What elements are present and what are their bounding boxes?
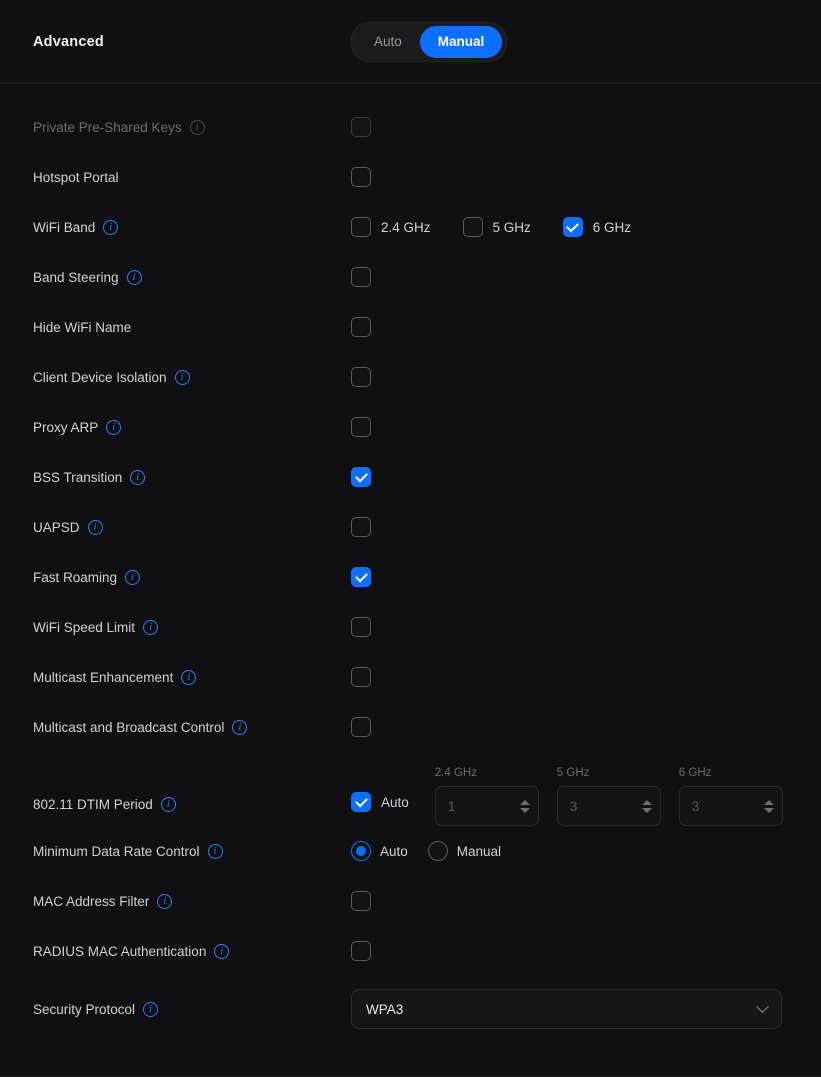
checkbox-wifi-band-5ghz[interactable] bbox=[463, 217, 483, 237]
settings-list bbox=[0, 84, 821, 1042]
row-label bbox=[33, 470, 351, 485]
info-icon[interactable]: i bbox=[143, 620, 158, 635]
wifi-band-label-5ghz: 5 GHz bbox=[492, 219, 531, 235]
row-wifi-speed-limit bbox=[0, 602, 821, 652]
row-label-text: Hotspot Portal bbox=[33, 169, 119, 185]
info-icon[interactable]: i bbox=[88, 520, 103, 535]
row-label-text: BSS Transition bbox=[33, 469, 123, 485]
row-label bbox=[33, 620, 351, 635]
stepper-arrows[interactable] bbox=[642, 800, 652, 813]
info-icon[interactable]: i bbox=[190, 120, 205, 135]
wifi-band-label-24ghz: 2.4 GHz bbox=[381, 219, 431, 235]
row-label bbox=[33, 844, 351, 859]
checkbox-hotspot-portal[interactable] bbox=[351, 167, 371, 187]
row-security-protocol bbox=[0, 976, 821, 1042]
checkbox-radius-mac-authentication[interactable] bbox=[351, 941, 371, 961]
stepper-up-icon[interactable] bbox=[520, 800, 530, 805]
row-label-text: Fast Roaming bbox=[33, 569, 118, 585]
row-label bbox=[33, 520, 351, 535]
checkbox-wifi-band-6ghz[interactable] bbox=[563, 217, 583, 237]
checkbox-client-device-isolation[interactable] bbox=[351, 367, 371, 387]
info-icon[interactable]: i bbox=[181, 670, 196, 685]
checkbox-band-steering[interactable] bbox=[351, 267, 371, 287]
row-client-device-isolation bbox=[0, 352, 821, 402]
row-label-text: Private Pre-Shared Keys bbox=[33, 119, 182, 135]
wifi-band-label-6ghz: 6 GHz bbox=[592, 219, 632, 235]
row-label bbox=[33, 670, 351, 685]
radio-min-data-rate-auto[interactable] bbox=[351, 841, 371, 861]
stepper-up-icon[interactable] bbox=[642, 800, 652, 805]
checkbox-hide-wifi-name[interactable] bbox=[351, 317, 371, 337]
min-data-rate-label-manual: Manual bbox=[456, 843, 502, 859]
row-mac-address-filter bbox=[0, 876, 821, 926]
row-label-text: Proxy ARP bbox=[33, 419, 99, 435]
checkbox-wifi-band-24ghz[interactable] bbox=[351, 217, 371, 237]
min-data-rate-option-manual[interactable] bbox=[428, 841, 501, 861]
row-dtim-period bbox=[0, 752, 821, 826]
mode-option-auto[interactable]: Auto bbox=[374, 34, 402, 49]
stepper-down-icon[interactable] bbox=[520, 808, 530, 813]
page-title: Advanced bbox=[33, 33, 104, 50]
row-label bbox=[33, 320, 351, 335]
info-icon[interactable]: i bbox=[214, 944, 229, 959]
info-icon[interactable]: i bbox=[103, 220, 118, 235]
row-label bbox=[33, 797, 351, 826]
checkbox-mac-address-filter[interactable] bbox=[351, 891, 371, 911]
row-label bbox=[33, 420, 351, 435]
row-wifi-band bbox=[0, 202, 821, 252]
info-icon[interactable]: i bbox=[130, 470, 145, 485]
row-label bbox=[33, 370, 351, 385]
mode-segmented-control[interactable] bbox=[351, 22, 507, 62]
dtim-stepper-24ghz[interactable] bbox=[435, 786, 539, 826]
stepper-down-icon[interactable] bbox=[764, 808, 774, 813]
row-label-text: WiFi Band bbox=[33, 219, 96, 235]
row-label-text: Hide WiFi Name bbox=[33, 319, 132, 335]
row-label-text: RADIUS MAC Authentication bbox=[33, 943, 207, 959]
row-label bbox=[33, 120, 351, 135]
row-multicast-and-broadcast-control bbox=[0, 702, 821, 752]
row-bss-transition bbox=[0, 452, 821, 502]
info-icon[interactable]: i bbox=[161, 797, 176, 812]
info-icon[interactable]: i bbox=[125, 570, 140, 585]
dtim-field-6ghz bbox=[679, 767, 783, 826]
row-label bbox=[33, 1002, 351, 1017]
row-label bbox=[33, 944, 351, 959]
row-label bbox=[33, 570, 351, 585]
row-hotspot-portal bbox=[0, 152, 821, 202]
row-label-text: UAPSD bbox=[33, 519, 80, 535]
advanced-header bbox=[0, 0, 821, 84]
row-uapsd bbox=[0, 502, 821, 552]
row-label-text: MAC Address Filter bbox=[33, 893, 150, 909]
row-label-text: Client Device Isolation bbox=[33, 369, 167, 385]
stepper-arrows[interactable] bbox=[764, 800, 774, 813]
info-icon[interactable]: i bbox=[175, 370, 190, 385]
row-label bbox=[33, 894, 351, 909]
info-icon[interactable]: i bbox=[106, 420, 121, 435]
row-minimum-data-rate-control bbox=[0, 826, 821, 876]
dtim-caption-5ghz: 5 GHz bbox=[556, 767, 590, 779]
row-hide-wifi-name bbox=[0, 302, 821, 352]
dtim-field-24ghz bbox=[435, 767, 539, 826]
row-multicast-enhancement bbox=[0, 652, 821, 702]
checkbox-wifi-speed-limit[interactable] bbox=[351, 617, 371, 637]
checkbox-proxy-arp[interactable] bbox=[351, 417, 371, 437]
row-label-text: Multicast Enhancement bbox=[33, 669, 174, 685]
security-protocol-select[interactable] bbox=[351, 989, 782, 1029]
dtim-stepper-5ghz[interactable] bbox=[557, 786, 661, 826]
dtim-caption-6ghz: 6 GHz bbox=[678, 767, 712, 779]
dtim-auto-label: Auto bbox=[381, 794, 409, 810]
mode-option-manual[interactable]: Manual bbox=[420, 26, 503, 58]
row-fast-roaming bbox=[0, 552, 821, 602]
row-proxy-arp bbox=[0, 402, 821, 452]
checkbox-uapsd[interactable] bbox=[351, 517, 371, 537]
dtim-field-5ghz bbox=[557, 767, 661, 826]
dtim-value-6ghz: 3 bbox=[691, 798, 700, 814]
row-private-pre-shared-keys bbox=[0, 102, 821, 152]
info-icon[interactable]: i bbox=[157, 894, 172, 909]
stepper-arrows[interactable] bbox=[520, 800, 530, 813]
row-label bbox=[33, 720, 351, 735]
checkbox-private-pre-shared-keys[interactable] bbox=[351, 117, 371, 137]
checkbox-dtim-auto[interactable] bbox=[351, 792, 371, 812]
min-data-rate-option-auto[interactable] bbox=[351, 841, 408, 861]
chevron-down-icon[interactable] bbox=[756, 1000, 769, 1013]
row-label-text: Security Protocol bbox=[33, 1001, 136, 1017]
dtim-value-24ghz: 1 bbox=[447, 798, 456, 814]
row-label-text: 802.11 DTIM Period bbox=[33, 797, 153, 812]
row-label bbox=[33, 220, 351, 235]
radio-min-data-rate-manual[interactable] bbox=[428, 841, 448, 861]
checkbox-multicast-and-broadcast-control[interactable] bbox=[351, 717, 371, 737]
checkbox-fast-roaming[interactable] bbox=[351, 567, 371, 587]
row-label-text: Band Steering bbox=[33, 269, 119, 285]
dtim-caption-24ghz: 2.4 GHz bbox=[434, 767, 477, 779]
min-data-rate-label-auto: Auto bbox=[380, 843, 408, 859]
wifi-band-option-5ghz[interactable] bbox=[463, 217, 531, 237]
info-icon[interactable]: i bbox=[127, 270, 142, 285]
row-label bbox=[33, 270, 351, 285]
dtim-value-5ghz: 3 bbox=[569, 798, 578, 814]
wifi-band-option-6ghz[interactable] bbox=[563, 217, 631, 237]
row-label-text: WiFi Speed Limit bbox=[33, 619, 136, 635]
checkbox-multicast-enhancement[interactable] bbox=[351, 667, 371, 687]
row-label-text: Multicast and Broadcast Control bbox=[33, 719, 225, 735]
row-label-text: Minimum Data Rate Control bbox=[33, 843, 200, 859]
security-protocol-value: WPA3 bbox=[366, 1001, 404, 1017]
row-label bbox=[33, 170, 351, 185]
stepper-up-icon[interactable] bbox=[764, 800, 774, 805]
info-icon[interactable]: i bbox=[208, 844, 223, 859]
info-icon[interactable]: i bbox=[143, 1002, 158, 1017]
wifi-band-option-24ghz[interactable] bbox=[351, 217, 431, 237]
info-icon[interactable]: i bbox=[232, 720, 247, 735]
dtim-auto-toggle[interactable] bbox=[351, 792, 409, 826]
stepper-down-icon[interactable] bbox=[642, 808, 652, 813]
row-band-steering bbox=[0, 252, 821, 302]
checkbox-bss-transition[interactable] bbox=[351, 467, 371, 487]
row-radius-mac-authentication bbox=[0, 926, 821, 976]
dtim-stepper-6ghz[interactable] bbox=[679, 786, 783, 826]
